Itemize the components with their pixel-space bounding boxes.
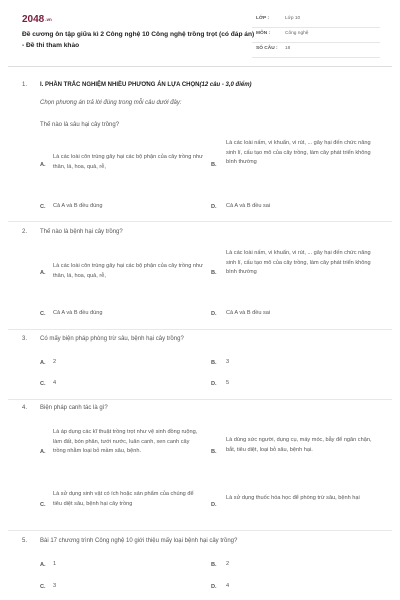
header-divider [8, 66, 392, 67]
question-divider [8, 221, 392, 222]
option-letter[interactable]: C. [40, 204, 46, 210]
question-1-option-b[interactable]: Là các loài nấm, vi khuẩn, vi rút, ... gây hại đến chức năng sinh lí, cấu tạo mô của cây trồng, làm cây phát triển không bình thường [226, 140, 371, 166]
question-1-option-a[interactable]: Là các loài côn trùng gây hại các bộ phận của cây trồng như thân, lá, hoa, quả, rễ, [53, 154, 203, 170]
site-logo[interactable] [22, 14, 52, 25]
question-4-option-a[interactable]: Là áp dụng các kĩ thuật trồng trọt như vệ sinh đồng ruộng, làm đất, bón phân, tưới nước, luân canh, xen canh cây trồng nhằm loại bỏ mầm sâu, bệnh. [53, 429, 198, 455]
meta-row-count [252, 43, 380, 58]
option-letter[interactable]: A. [40, 270, 46, 276]
question-divider [8, 399, 392, 400]
option-letter[interactable]: D. [211, 311, 217, 317]
question-2-option-a[interactable]: Là các loài côn trùng gây hại các bộ phận của cây trồng như thân, lá, hoa, quả, rễ, [53, 263, 203, 279]
option-letter[interactable]: A. [40, 162, 46, 168]
document-header [0, 0, 400, 66]
option-letter[interactable]: D. [211, 381, 217, 387]
meta-key: LỚP : [256, 16, 270, 21]
option-letter[interactable]: B. [211, 562, 217, 568]
option-letter[interactable]: A. [40, 449, 46, 455]
option-letter[interactable]: D. [211, 502, 217, 508]
meta-value: 18 [285, 46, 291, 51]
question-2-option-d[interactable]: Cả A và B đều sai [226, 310, 271, 316]
question-2-option-b[interactable]: Là các loài nấm, vi khuẩn, vi rút, ... gây hại đến chức năng sinh lí, cấu tạo mô của cây trồng, làm cây phát triển không bình thường [226, 250, 371, 276]
logo-tld: .vn [45, 17, 52, 22]
question-5-number: 5. [22, 538, 28, 544]
meta-key: SỐ CÂU : [256, 46, 278, 51]
meta-key: MÔN : [256, 31, 271, 36]
meta-table [252, 13, 380, 58]
question-1-option-d[interactable]: Cả A và B đều sai [226, 203, 271, 209]
question-3-text: Có mấy biện pháp phòng trừ sâu, bệnh hại cây trồng? [40, 336, 184, 342]
question-4-number: 4. [22, 405, 28, 411]
question-4-text: Biện pháp canh tác là gì? [40, 405, 108, 411]
question-divider [8, 329, 392, 330]
question-2-option-c[interactable]: Cả A và B đều đúng [53, 310, 103, 316]
option-letter[interactable]: B. [211, 162, 217, 168]
question-3-option-b[interactable]: 3 [226, 359, 230, 365]
question-5-text: Bài 17 chương trình Công nghệ 10 giới thiệu mấy loại bệnh hại cây trồng? [40, 538, 238, 544]
question-4-option-c[interactable]: Là sử dụng sinh vật có ích hoặc sản phẩm của chúng để tiêu diệt sâu, bệnh hại cây trồng [53, 491, 194, 507]
question-5-option-b[interactable]: 2 [226, 561, 230, 567]
section-points: (12 câu - 3,0 điểm) [199, 82, 252, 88]
option-letter[interactable]: D. [211, 204, 217, 210]
document-title: Đề cương ôn tập giữa kì 2 Công nghệ 10 Công nghệ trồng trọt (có đáp án) - Đề thi tham khảo [22, 31, 255, 49]
meta-value: Công nghệ [285, 31, 309, 36]
question-5-option-a[interactable]: 1 [53, 561, 57, 567]
question-3-number: 3. [22, 336, 28, 342]
logo-main: 2048 [22, 14, 45, 25]
meta-row-grade [252, 13, 380, 28]
section-title-text: I. PHẦN TRẮC NGHIỆM NHIỀU PHƯƠNG ÁN LỰA CHỌN [40, 82, 200, 88]
option-letter[interactable]: D. [211, 584, 217, 590]
option-letter[interactable]: B. [211, 360, 217, 366]
section-number: 1. [22, 82, 28, 88]
option-letter[interactable]: B. [211, 449, 217, 455]
question-5-option-d[interactable]: 4 [226, 583, 230, 589]
option-letter[interactable]: B. [211, 270, 217, 276]
section-title [40, 82, 252, 88]
question-3-option-a[interactable]: 2 [53, 359, 57, 365]
question-2-text: Thế nào là bệnh hại cây trồng? [40, 229, 123, 235]
question-1-option-c[interactable]: Cả A và B đều đúng [53, 203, 103, 209]
question-3-option-c[interactable]: 4 [53, 380, 57, 386]
question-3-option-d[interactable]: 5 [226, 380, 230, 386]
question-2-number: 2. [22, 229, 28, 235]
question-4-option-b[interactable]: Là dùng sức người, dụng cụ, máy móc, bẫy để ngăn chặn, bắt, tiêu diệt, loại bỏ sâu, bệnh hại. [226, 437, 372, 453]
option-letter[interactable]: C. [40, 502, 46, 508]
option-letter[interactable]: A. [40, 562, 46, 568]
question-divider [8, 530, 392, 531]
question-5-option-c[interactable]: 3 [53, 583, 57, 589]
option-letter[interactable]: A. [40, 360, 46, 366]
question-4-option-d[interactable]: Là sử dụng thuốc hóa học để phòng trừ sâu, bệnh hại [226, 495, 360, 501]
meta-row-subject [252, 28, 380, 43]
meta-value: Lớp 10 [285, 16, 301, 21]
option-letter[interactable]: C. [40, 584, 46, 590]
option-letter[interactable]: C. [40, 311, 46, 317]
question-1-text: Thế nào là sâu hại cây trồng? [40, 122, 120, 128]
option-letter[interactable]: C. [40, 381, 46, 387]
section-instruction: Chọn phương án trả lời đúng trong mỗi câu dưới đây: [40, 100, 182, 106]
